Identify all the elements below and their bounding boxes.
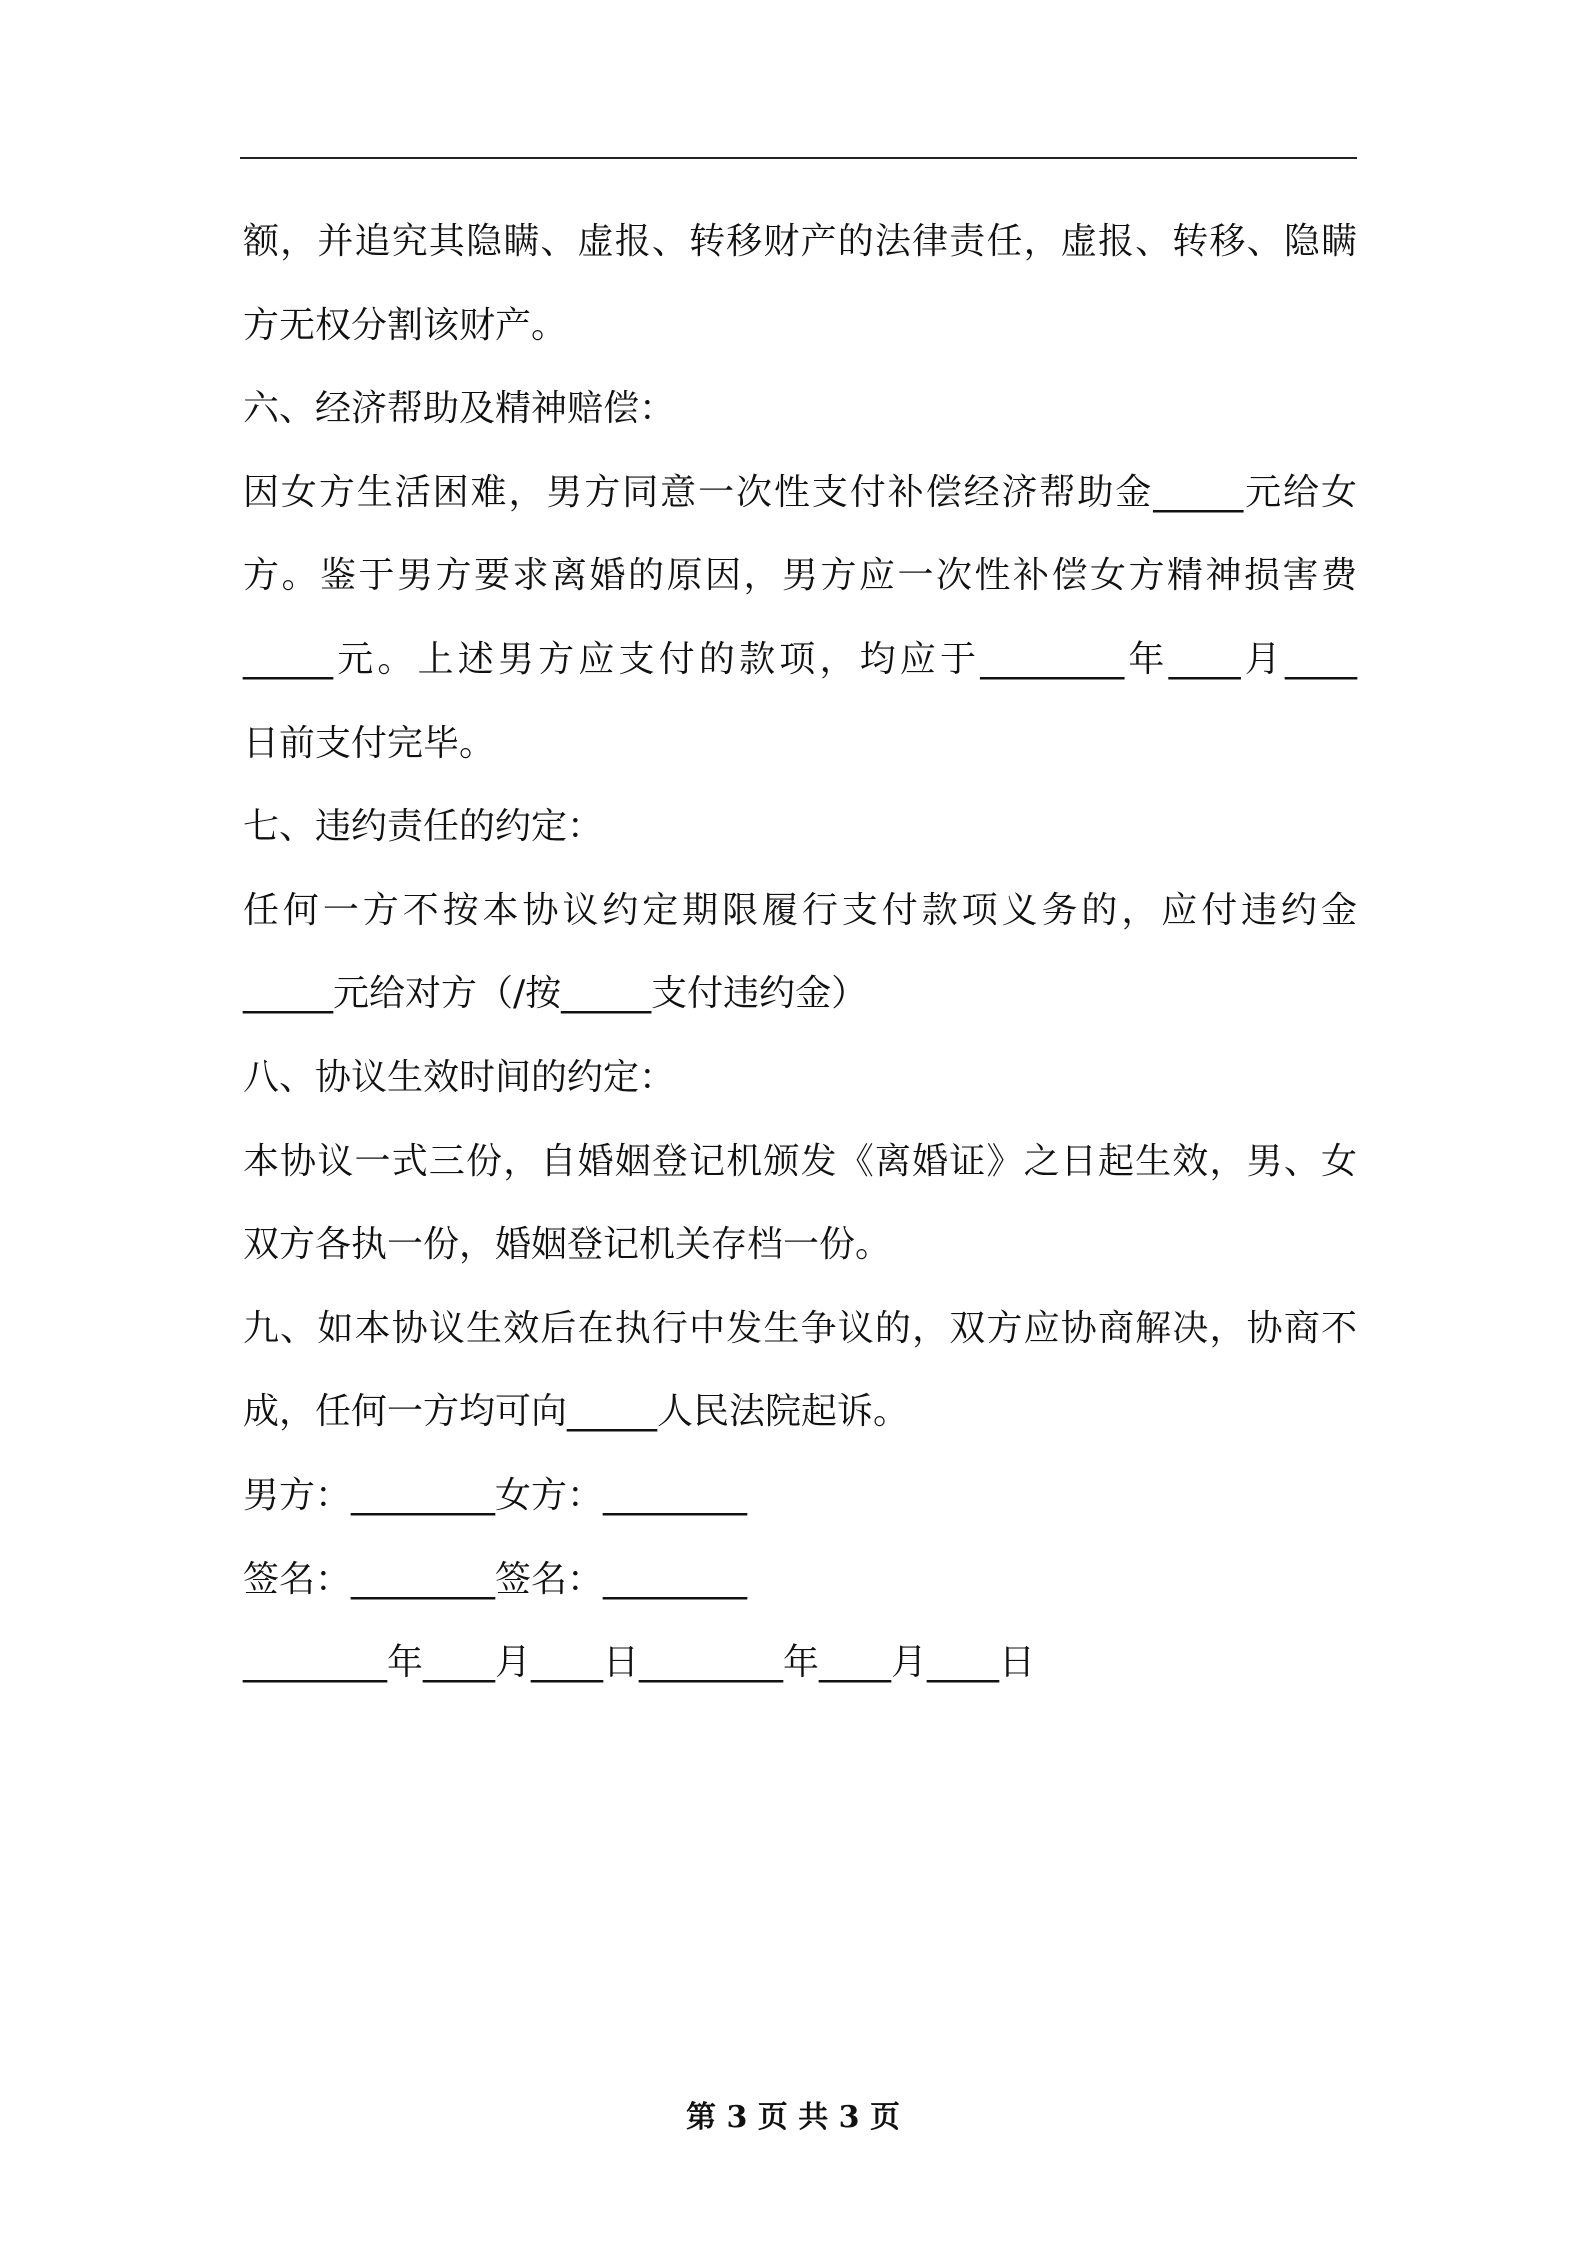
text-line: 额，并追究其隐瞒、虚报、转移财产的法律责任，虚报、转移、隐瞒 [243, 221, 1357, 262]
signature-party-line: 男方：________女方：________ [243, 1474, 748, 1516]
body-text [243, 200, 1357, 1705]
text-line: 本协议一式三份，自婚姻登记机颁发《离婚证》之日起生效，男、女 [243, 1140, 1357, 1182]
text-line: 成，任何一方均可向_____人民法院起诉。 [243, 1391, 910, 1433]
page-number: 第 3 页 共 3 页 [686, 2100, 900, 2135]
text-line: 方无权分割该财产。 [243, 304, 568, 346]
text-line: _____元给对方（/按_____支付违约金） [243, 973, 868, 1015]
section-heading: 八、协议生效时间的约定： [243, 1056, 676, 1098]
text-line: 任何一方不按本协议约定期限履行支付款项义务的，应付违约金 [243, 889, 1357, 931]
header-rule [240, 157, 1357, 159]
text-line: 日前支付完毕。 [243, 722, 496, 764]
text-line: 九、如本协议生效后在执行中发生争议的，双方应协商解决，协商不 [243, 1307, 1357, 1349]
text-line: 因女方生活困难，男方同意一次性支付补偿经济帮助金_____元给女 [243, 471, 1357, 513]
signature-date-line: ________年____月____日________年____月____日 [243, 1642, 1035, 1684]
text-line: _____元。上述男方应支付的款项，均应于________年____月____ [243, 638, 1357, 680]
section-heading: 七、违约责任的约定： [243, 806, 604, 848]
text-line: 双方各执一份，婚姻登记机关存档一份。 [243, 1224, 892, 1266]
section-heading: 六、经济帮助及精神赔偿： [243, 388, 676, 430]
text-line: 方。鉴于男方要求离婚的原因，男方应一次性补偿女方精神损害费 [243, 555, 1357, 597]
signature-name-line: 签名：________签名：________ [243, 1558, 748, 1600]
